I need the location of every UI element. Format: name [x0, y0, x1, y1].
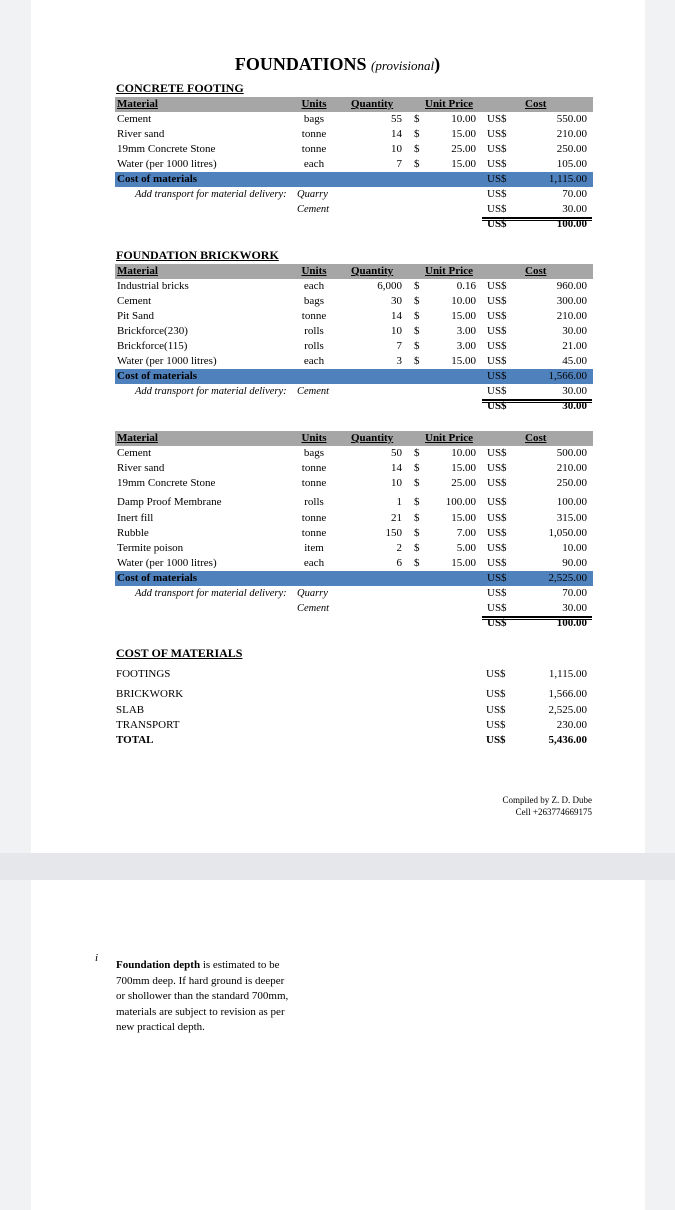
page-title — [0, 54, 675, 75]
table-row — [115, 294, 593, 309]
table-row — [115, 142, 593, 157]
dollar-sign: $ — [414, 113, 420, 125]
material-name: Water (per 1000 litres) — [117, 355, 217, 367]
header-units: Units — [301, 265, 327, 277]
header-cost: Cost — [525, 98, 547, 110]
depth-note — [116, 958, 294, 1036]
transport-row — [115, 586, 593, 601]
summary-row — [116, 687, 592, 702]
dollar-sign: $ — [414, 280, 420, 292]
material-cost: 10.00 — [562, 542, 587, 554]
currency-label: US$ — [487, 447, 507, 459]
slab-header-row — [115, 431, 593, 446]
material-cost: 90.00 — [562, 557, 587, 569]
transport-label: Add transport for material delivery: — [135, 386, 287, 397]
material-units: bags — [303, 113, 325, 125]
table-row — [115, 339, 593, 354]
material-units: tonne — [301, 143, 327, 155]
table-row — [115, 157, 593, 172]
currency-label: US$ — [487, 325, 507, 337]
material-qty: 1 — [396, 496, 402, 508]
currency-label: US$ — [487, 572, 507, 584]
header-material: Material — [117, 265, 158, 277]
footing-cost-row — [115, 172, 593, 187]
material-qty: 150 — [385, 527, 402, 539]
material-qty: 7 — [396, 340, 402, 352]
material-name: Termite poison — [117, 542, 184, 554]
dollar-sign: $ — [414, 143, 420, 155]
document-page-2 — [31, 880, 645, 1210]
transport-total: 100.00 — [556, 617, 587, 629]
dollar-sign: $ — [414, 310, 420, 322]
material-unit-price: 15.00 — [451, 512, 476, 524]
title-sub: (provisional — [371, 58, 435, 73]
material-unit-price: 15.00 — [451, 355, 476, 367]
currency-label: US$ — [487, 542, 507, 554]
table-row — [115, 526, 593, 541]
material-cost: 300.00 — [556, 295, 587, 307]
compiled-by — [470, 794, 592, 818]
material-cost: 1,050.00 — [548, 527, 587, 539]
summary-value: 2,525.00 — [548, 704, 587, 716]
currency-label: US$ — [487, 355, 507, 367]
transport-source: Quarry — [297, 189, 328, 200]
material-units: each — [303, 355, 325, 367]
material-unit-price: 15.00 — [451, 462, 476, 474]
summary-label: TOTAL — [116, 734, 154, 746]
material-cost: 21.00 — [562, 340, 587, 352]
material-unit-price: 25.00 — [451, 477, 476, 489]
header-quantity: Quantity — [351, 432, 394, 444]
header-cost: Cost — [525, 432, 547, 444]
compiled-name: Compiled by Z. D. Dube — [502, 795, 592, 805]
currency-label: US$ — [487, 557, 507, 569]
header-unit-price: Unit Price — [425, 98, 473, 110]
material-qty: 14 — [391, 462, 402, 474]
material-name: River sand — [117, 128, 165, 140]
currency-label: US$ — [487, 617, 507, 629]
dollar-sign: $ — [414, 355, 420, 367]
header-quantity: Quantity — [351, 98, 394, 110]
dollar-sign: $ — [414, 512, 420, 524]
material-units: rolls — [304, 340, 324, 352]
transport-cost: 30.00 — [562, 602, 587, 614]
currency-label: US$ — [487, 385, 507, 397]
transport-source: Cement — [297, 204, 330, 215]
material-cost: 500.00 — [556, 447, 587, 459]
currency-label: US$ — [487, 602, 507, 614]
material-name: Water (per 1000 litres) — [117, 158, 217, 170]
currency-label: US$ — [487, 128, 507, 140]
note-marker: i — [95, 952, 99, 964]
dollar-sign: $ — [414, 447, 420, 459]
dollar-sign: $ — [414, 542, 420, 554]
summary-heading: COST OF MATERIALS — [116, 646, 243, 660]
currency-label: US$ — [487, 587, 507, 599]
slab-transport-total-row — [115, 616, 593, 631]
note-bold: Foundation depth — [116, 959, 201, 971]
header-units: Units — [301, 98, 327, 110]
dollar-sign: $ — [414, 557, 420, 569]
title-close: ) — [434, 54, 441, 74]
material-unit-price: 5.00 — [456, 542, 476, 554]
material-qty: 14 — [391, 128, 402, 140]
dollar-sign: $ — [414, 158, 420, 170]
material-name: Damp Proof Membrane — [117, 496, 222, 508]
material-cost: 45.00 — [562, 355, 587, 367]
transport-row — [115, 601, 593, 616]
dollar-sign: $ — [414, 527, 420, 539]
transport-total: 30.00 — [562, 400, 587, 412]
note-text: is estimated to be 700mm deep. If hard ground is deeper or shollower than the standard 700mm, materials are subject to revision as per new practical depth. — [116, 959, 289, 1033]
summary-label: TRANSPORT — [116, 719, 180, 731]
cost-total: 2,525.00 — [548, 572, 587, 584]
brickwork-heading: FOUNDATION BRICKWORK — [116, 248, 279, 262]
currency-label: US$ — [487, 143, 507, 155]
material-units: bags — [303, 295, 325, 307]
table-row — [115, 446, 593, 461]
material-units: tonne — [301, 477, 327, 489]
table-row — [115, 541, 593, 556]
material-unit-price: 10.00 — [451, 447, 476, 459]
footing-header-row — [115, 97, 593, 112]
material-name: Water (per 1000 litres) — [117, 557, 217, 569]
material-cost: 100.00 — [556, 496, 587, 508]
material-qty: 10 — [391, 143, 402, 155]
cost-total: 1,115.00 — [548, 173, 587, 185]
material-unit-price: 7.00 — [456, 527, 476, 539]
dollar-sign: $ — [414, 295, 420, 307]
material-name: 19mm Concrete Stone — [117, 143, 216, 155]
material-units: each — [303, 158, 325, 170]
material-units: each — [303, 280, 325, 292]
table-row — [115, 279, 593, 294]
summary-row — [116, 733, 592, 748]
currency-label: US$ — [487, 370, 507, 382]
table-row — [115, 112, 593, 127]
footing-heading: CONCRETE FOOTING — [116, 81, 244, 95]
dollar-sign: $ — [414, 477, 420, 489]
material-unit-price: 100.00 — [445, 496, 476, 508]
table-row — [115, 511, 593, 526]
brickwork-transport-total-row — [115, 399, 593, 414]
dollar-sign: $ — [414, 128, 420, 140]
material-cost: 250.00 — [556, 143, 587, 155]
currency-label: US$ — [487, 113, 507, 125]
material-unit-price: 15.00 — [451, 557, 476, 569]
summary-row — [116, 703, 592, 718]
material-cost: 315.00 — [556, 512, 587, 524]
currency-label: US$ — [487, 188, 507, 200]
brickwork-header-row — [115, 264, 593, 279]
summary-value: 1,566.00 — [548, 688, 587, 700]
currency-label: US$ — [487, 218, 507, 230]
material-name: Inert fill — [117, 512, 154, 524]
transport-cost: 30.00 — [562, 385, 587, 397]
material-name: 19mm Concrete Stone — [117, 477, 216, 489]
cost-total: 1,566.00 — [548, 370, 587, 382]
material-cost: 210.00 — [556, 310, 587, 322]
material-name: River sand — [117, 462, 165, 474]
material-cost: 550.00 — [556, 113, 587, 125]
material-unit-price: 3.00 — [456, 325, 476, 337]
material-unit-price: 15.00 — [451, 128, 476, 140]
material-cost: 210.00 — [556, 128, 587, 140]
material-unit-price: 0.16 — [456, 280, 476, 292]
currency-label: US$ — [487, 295, 507, 307]
material-qty: 7 — [396, 158, 402, 170]
compiled-cell: Cell +263774669175 — [515, 807, 592, 817]
summary-row — [116, 667, 592, 682]
material-qty: 21 — [391, 512, 402, 524]
brickwork-cost-row — [115, 369, 593, 384]
transport-source: Quarry — [297, 588, 328, 599]
header-material: Material — [117, 432, 158, 444]
currency-label: US$ — [487, 512, 507, 524]
material-units: rolls — [304, 496, 324, 508]
material-name: Industrial bricks — [117, 280, 189, 292]
currency-label: US$ — [487, 527, 507, 539]
currency-label: US$ — [487, 158, 507, 170]
material-name: Cement — [117, 295, 152, 307]
table-row — [115, 461, 593, 476]
currency-label: US$ — [487, 462, 507, 474]
material-unit-price: 25.00 — [451, 143, 476, 155]
currency-label: US$ — [487, 340, 507, 352]
material-name: Cement — [117, 447, 152, 459]
material-units: bags — [303, 447, 325, 459]
transport-source: Cement — [297, 603, 330, 614]
material-qty: 55 — [391, 113, 402, 125]
material-units: tonne — [301, 310, 327, 322]
currency-label: US$ — [487, 477, 507, 489]
title-main: FOUNDATIONS — [234, 54, 367, 74]
material-unit-price: 10.00 — [451, 113, 476, 125]
dollar-sign: $ — [414, 462, 420, 474]
summary-value: 5,436.00 — [548, 734, 587, 746]
currency-label: US$ — [487, 203, 507, 215]
cost-label: Cost of materials — [117, 572, 198, 584]
summary-label: SLAB — [116, 704, 145, 716]
summary-label: FOOTINGS — [116, 668, 171, 680]
slab-cost-row — [115, 571, 593, 586]
transport-row — [115, 202, 593, 217]
material-name: Pit Sand — [117, 310, 154, 322]
material-qty: 14 — [391, 310, 402, 322]
header-unit-price: Unit Price — [425, 432, 473, 444]
summary-value: 230.00 — [556, 719, 587, 731]
material-qty: 3 — [396, 355, 402, 367]
currency-label: US$ — [487, 310, 507, 322]
table-row — [115, 309, 593, 324]
transport-cost: 70.00 — [562, 587, 587, 599]
currency-label: US$ — [487, 173, 507, 185]
summary-label: BRICKWORK — [116, 688, 184, 700]
material-units: rolls — [304, 325, 324, 337]
cost-label: Cost of materials — [117, 173, 198, 185]
page-separator — [0, 853, 675, 880]
material-units: tonne — [301, 527, 327, 539]
material-name: Brickforce(115) — [117, 340, 188, 352]
material-cost: 250.00 — [556, 477, 587, 489]
material-unit-price: 15.00 — [451, 310, 476, 322]
currency-label: US$ — [486, 734, 506, 746]
table-row — [115, 324, 593, 339]
currency-label: US$ — [486, 719, 506, 731]
material-units: tonne — [301, 128, 327, 140]
material-unit-price: 15.00 — [451, 158, 476, 170]
transport-label: Add transport for material delivery: — [135, 588, 287, 599]
transport-row — [115, 187, 593, 202]
header-unit-price: Unit Price — [425, 265, 473, 277]
footing-transport-total-row — [115, 217, 593, 232]
currency-label: US$ — [487, 496, 507, 508]
material-units: tonne — [301, 462, 327, 474]
currency-label: US$ — [486, 688, 506, 700]
table-row — [115, 495, 593, 510]
transport-total: 100.00 — [556, 218, 587, 230]
header-units: Units — [301, 432, 327, 444]
dollar-sign: $ — [414, 340, 420, 352]
transport-row — [115, 384, 593, 399]
table-row — [115, 476, 593, 491]
material-qty: 30 — [391, 295, 402, 307]
material-units: item — [304, 542, 324, 554]
transport-label: Add transport for material delivery: — [135, 189, 287, 200]
dollar-sign: $ — [414, 496, 420, 508]
material-name: Brickforce(230) — [117, 325, 188, 337]
currency-label: US$ — [487, 400, 507, 412]
material-unit-price: 10.00 — [451, 295, 476, 307]
material-name: Rubble — [117, 527, 149, 539]
material-qty: 6 — [396, 557, 402, 569]
summary-value: 1,115.00 — [548, 668, 587, 680]
material-unit-price: 3.00 — [456, 340, 476, 352]
material-cost: 960.00 — [556, 280, 587, 292]
table-row — [115, 354, 593, 369]
material-qty: 10 — [391, 477, 402, 489]
currency-label: US$ — [487, 280, 507, 292]
header-cost: Cost — [525, 265, 547, 277]
material-units: each — [303, 557, 325, 569]
summary-row — [116, 718, 592, 733]
header-material: Material — [117, 98, 158, 110]
transport-source: Cement — [297, 386, 330, 397]
table-row — [115, 556, 593, 571]
transport-cost: 70.00 — [562, 188, 587, 200]
dollar-sign: $ — [414, 325, 420, 337]
material-qty: 6,000 — [377, 280, 402, 292]
material-cost: 30.00 — [562, 325, 587, 337]
material-name: Cement — [117, 113, 152, 125]
material-cost: 210.00 — [556, 462, 587, 474]
table-row — [115, 127, 593, 142]
transport-cost: 30.00 — [562, 203, 587, 215]
material-qty: 50 — [391, 447, 402, 459]
material-qty: 10 — [391, 325, 402, 337]
material-units: tonne — [301, 512, 327, 524]
material-qty: 2 — [396, 542, 402, 554]
currency-label: US$ — [486, 704, 506, 716]
cost-label: Cost of materials — [117, 370, 198, 382]
header-quantity: Quantity — [351, 265, 394, 277]
material-cost: 105.00 — [556, 158, 587, 170]
currency-label: US$ — [486, 668, 506, 680]
